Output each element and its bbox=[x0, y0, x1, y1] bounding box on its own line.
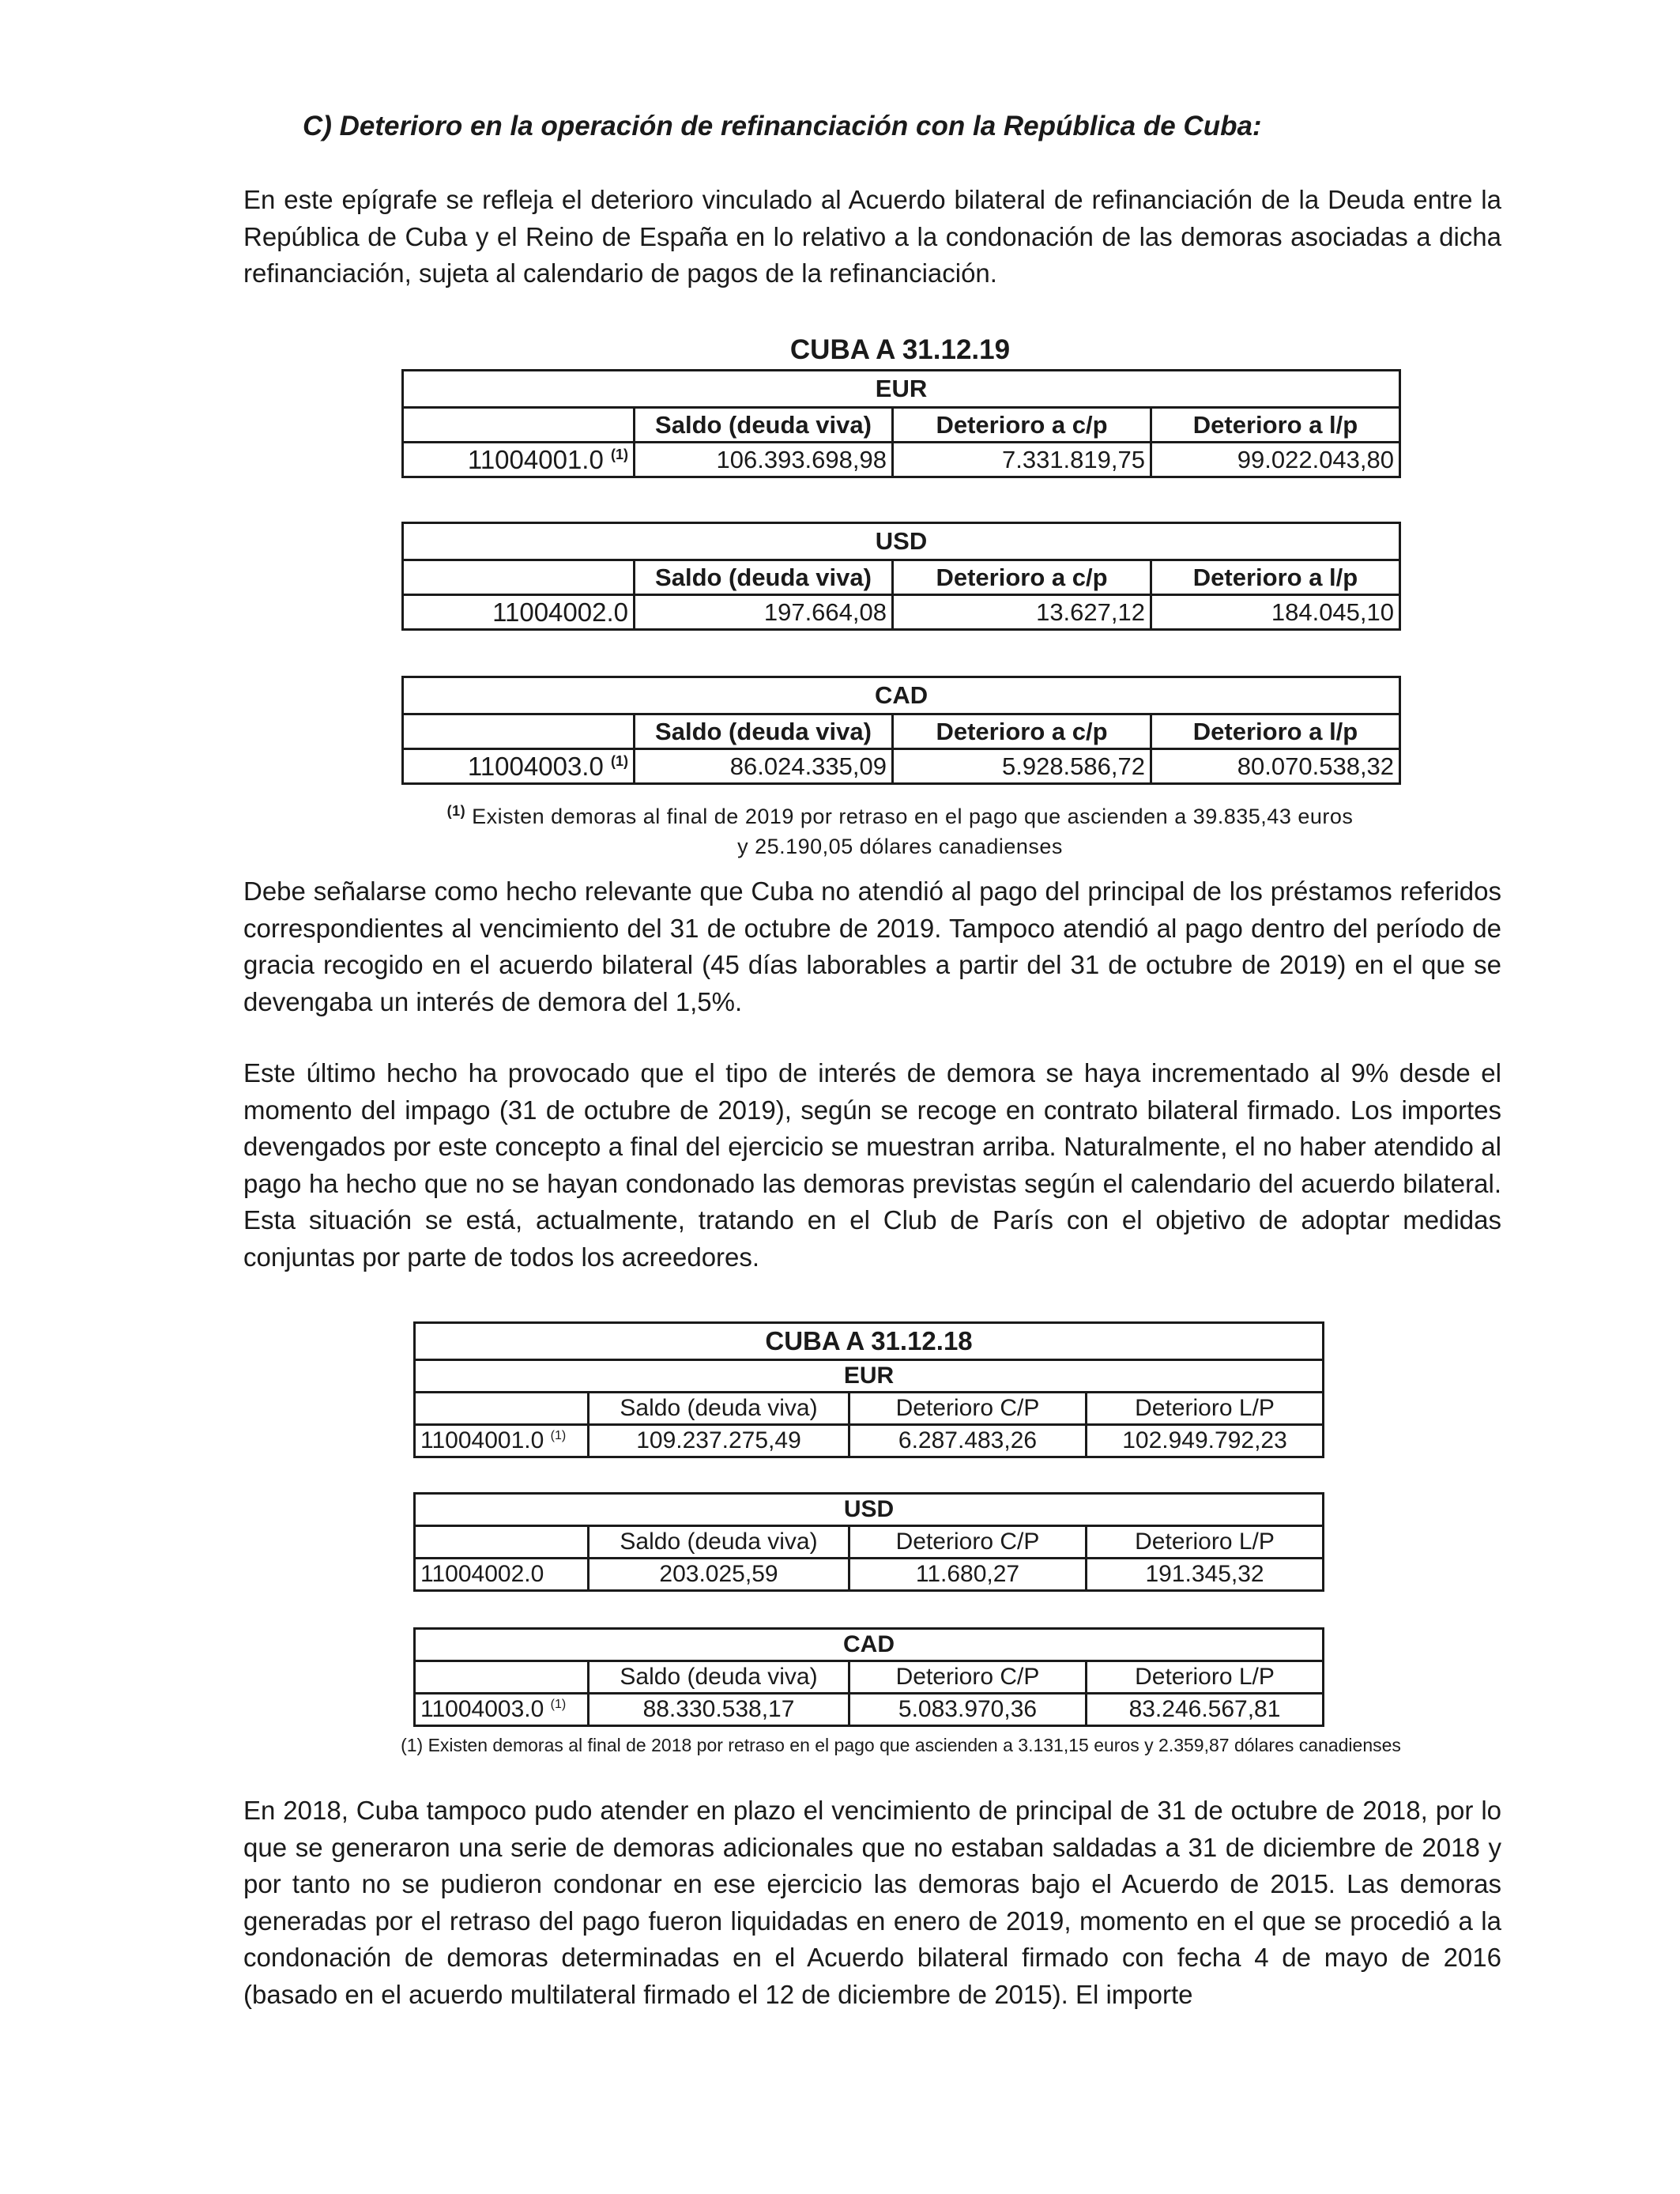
header-blank-cell bbox=[415, 1526, 589, 1559]
table-row bbox=[415, 1559, 1324, 1591]
saldo-value: 109.237.275,49 bbox=[589, 1425, 849, 1457]
footnote-line-2: y 25.190,05 dólares canadienses bbox=[737, 835, 1063, 858]
table-2019-title: CUBA A 31.12.19 bbox=[789, 334, 1011, 365]
table-2018-footnote: (1) Existen demoras al final de 2018 por retraso en el pago que ascienden a 3.131,15 euros y 2.359,87 dólares canadienses bbox=[401, 1735, 1401, 1755]
currency-label: USD bbox=[415, 1494, 1324, 1526]
column-header-deterioro-lp: Deterioro a l/p bbox=[1151, 408, 1400, 443]
header-blank-cell bbox=[403, 560, 635, 595]
currency-label: EUR bbox=[403, 371, 1400, 408]
column-header-saldo: Saldo (deuda viva) bbox=[635, 560, 893, 595]
column-header-deterioro-lp: Deterioro L/P bbox=[1087, 1526, 1324, 1559]
footnote-marker: (1) bbox=[446, 803, 466, 819]
header-blank-cell bbox=[403, 408, 635, 443]
intro-paragraph: En este epígrafe se refleja el deterioro vinculado al Acuerdo bilateral de refinanciación de la Deuda entre la República de Cuba y el Reino de España en lo relativo a la condonación de las demoras asociadas a dicha refinanciación, sujeta al calendario de pagos de la refinanciación. bbox=[243, 185, 1501, 288]
deterioro-cp-value: 7.331.819,75 bbox=[893, 443, 1151, 477]
currency-label: USD bbox=[403, 523, 1400, 560]
table-2019-cad bbox=[401, 676, 1401, 785]
footnote-marker: (1) bbox=[550, 1429, 567, 1442]
deterioro-cp-value: 13.627,12 bbox=[893, 595, 1151, 630]
column-header-saldo: Saldo (deuda viva) bbox=[589, 1393, 849, 1425]
deterioro-cp-value: 5.928.586,72 bbox=[893, 749, 1151, 784]
account-cell bbox=[415, 1425, 589, 1457]
account-code: 11004003.0 bbox=[467, 751, 604, 781]
column-header-deterioro-lp: Deterioro L/P bbox=[1087, 1661, 1324, 1694]
deterioro-lp-value: 191.345,32 bbox=[1087, 1559, 1324, 1591]
currency-label: CAD bbox=[403, 677, 1400, 714]
deterioro-lp-value: 102.949.792,23 bbox=[1087, 1425, 1324, 1457]
account-cell bbox=[415, 1559, 589, 1591]
column-header-deterioro-cp: Deterioro C/P bbox=[849, 1393, 1087, 1425]
deterioro-cp-value: 11.680,27 bbox=[849, 1559, 1087, 1591]
saldo-value: 88.330.538,17 bbox=[589, 1694, 849, 1726]
column-header-deterioro-lp: Deterioro a l/p bbox=[1151, 560, 1400, 595]
header-blank-cell bbox=[415, 1661, 589, 1694]
column-header-deterioro-cp: Deterioro C/P bbox=[849, 1661, 1087, 1694]
deterioro-lp-value: 83.246.567,81 bbox=[1087, 1694, 1324, 1726]
column-header-deterioro-cp: Deterioro a c/p bbox=[893, 560, 1151, 595]
footnote-line-1: Existen demoras al final de 2019 por retraso en el pago que ascienden a 39.835,43 euros bbox=[472, 805, 1354, 828]
saldo-value: 197.664,08 bbox=[635, 595, 893, 630]
section-heading: C) Deterioro en la operación de refinanciación con la República de Cuba: bbox=[303, 111, 1262, 141]
deterioro-lp-value: 80.070.538,32 bbox=[1151, 749, 1400, 784]
table-2019-footnote bbox=[401, 796, 1399, 861]
table-2018-eur bbox=[413, 1321, 1324, 1458]
paragraph-2018: En 2018, Cuba tampoco pudo atender en plazo el vencimiento de principal de 31 de octubre de 2018, por lo que se generaron una serie de demoras adicionales que no estaban saldadas a 31 de diciembre de 2018 y por tanto no se pudieron condonar en ese ejercicio las demoras bajo el Acuerdo de 2015. Las demoras generadas por el retraso del pago fueron liquidadas en enero de 2019, momento en el que se procedió a la condonación de demoras determinadas en el Acuerdo bilateral firmado con fecha 4 de mayo de 2016 (basado en el acuerdo multilateral firmado el 12 de diciembre de 2015). El importe bbox=[243, 1796, 1501, 2009]
saldo-value: 106.393.698,98 bbox=[635, 443, 893, 477]
header-blank-cell bbox=[415, 1393, 589, 1425]
account-cell bbox=[415, 1694, 589, 1726]
currency-label: CAD bbox=[415, 1629, 1324, 1661]
table-2018-title: CUBA A 31.12.18 bbox=[415, 1323, 1324, 1360]
column-header-saldo: Saldo (deuda viva) bbox=[635, 408, 893, 443]
account-cell bbox=[403, 749, 635, 784]
footnote-marker: (1) bbox=[611, 752, 628, 769]
table-2018-usd bbox=[413, 1492, 1324, 1592]
deterioro-cp-value: 6.287.483,26 bbox=[849, 1425, 1087, 1457]
table-row bbox=[415, 1425, 1324, 1457]
table-2018-cad bbox=[413, 1627, 1324, 1727]
table-row bbox=[403, 595, 1400, 630]
account-cell bbox=[403, 443, 635, 477]
paragraph-interes-demora: Este último hecho ha provocado que el tipo de interés de demora se haya incrementado al 9% desde el momento del impago (31 de octubre de 2019), según se recoge en contrato bilateral firmado. Los importes devengados por este concepto a final del ejercicio se muestran arriba. Naturalmente, el no haber atendido al pago ha hecho que no se hayan condonado las demoras previstas según el calendario del acuerdo bilateral. Esta situación se está, actualmente, tratando en el Club de París con el objetivo de adoptar medidas conjuntas por parte de todos los acreedores. bbox=[243, 1058, 1501, 1272]
table-2019-usd bbox=[401, 522, 1401, 631]
table-row bbox=[403, 749, 1400, 784]
account-code: 11004002.0 bbox=[420, 1561, 544, 1587]
column-header-saldo: Saldo (deuda viva) bbox=[589, 1526, 849, 1559]
footnote-marker: (1) bbox=[611, 446, 628, 462]
column-header-saldo: Saldo (deuda viva) bbox=[635, 714, 893, 749]
footnote-marker: (1) bbox=[550, 1698, 567, 1711]
column-header-deterioro-cp: Deterioro a c/p bbox=[893, 408, 1151, 443]
column-header-deterioro-cp: Deterioro C/P bbox=[849, 1526, 1087, 1559]
column-header-deterioro-lp: Deterioro L/P bbox=[1087, 1393, 1324, 1425]
account-code: 11004001.0 bbox=[420, 1427, 544, 1453]
column-header-saldo: Saldo (deuda viva) bbox=[589, 1661, 849, 1694]
account-code: 11004002.0 bbox=[492, 597, 628, 627]
deterioro-cp-value: 5.083.970,36 bbox=[849, 1694, 1087, 1726]
account-code: 11004001.0 bbox=[467, 444, 604, 474]
column-header-deterioro-cp: Deterioro a c/p bbox=[893, 714, 1151, 749]
table-2019-eur bbox=[401, 369, 1401, 478]
table-row bbox=[415, 1694, 1324, 1726]
paragraph-impago: Debe señalarse como hecho relevante que Cuba no atendió al pago del principal de los préstamos referidos correspondientes al vencimiento del 31 de octubre de 2019. Tampoco atendió al pago dentro del período de gracia recogido en el acuerdo bilateral (45 días laborables a partir del 31 de octubre de 2019) en el que se devengaba un interés de demora del 1,5%. bbox=[243, 876, 1501, 1016]
account-code: 11004003.0 bbox=[420, 1696, 544, 1722]
table-row bbox=[403, 443, 1400, 477]
header-blank-cell bbox=[403, 714, 635, 749]
deterioro-lp-value: 99.022.043,80 bbox=[1151, 443, 1400, 477]
account-cell bbox=[403, 595, 635, 630]
column-header-deterioro-lp: Deterioro a l/p bbox=[1151, 714, 1400, 749]
saldo-value: 203.025,59 bbox=[589, 1559, 849, 1591]
currency-label: EUR bbox=[415, 1360, 1324, 1393]
deterioro-lp-value: 184.045,10 bbox=[1151, 595, 1400, 630]
saldo-value: 86.024.335,09 bbox=[635, 749, 893, 784]
